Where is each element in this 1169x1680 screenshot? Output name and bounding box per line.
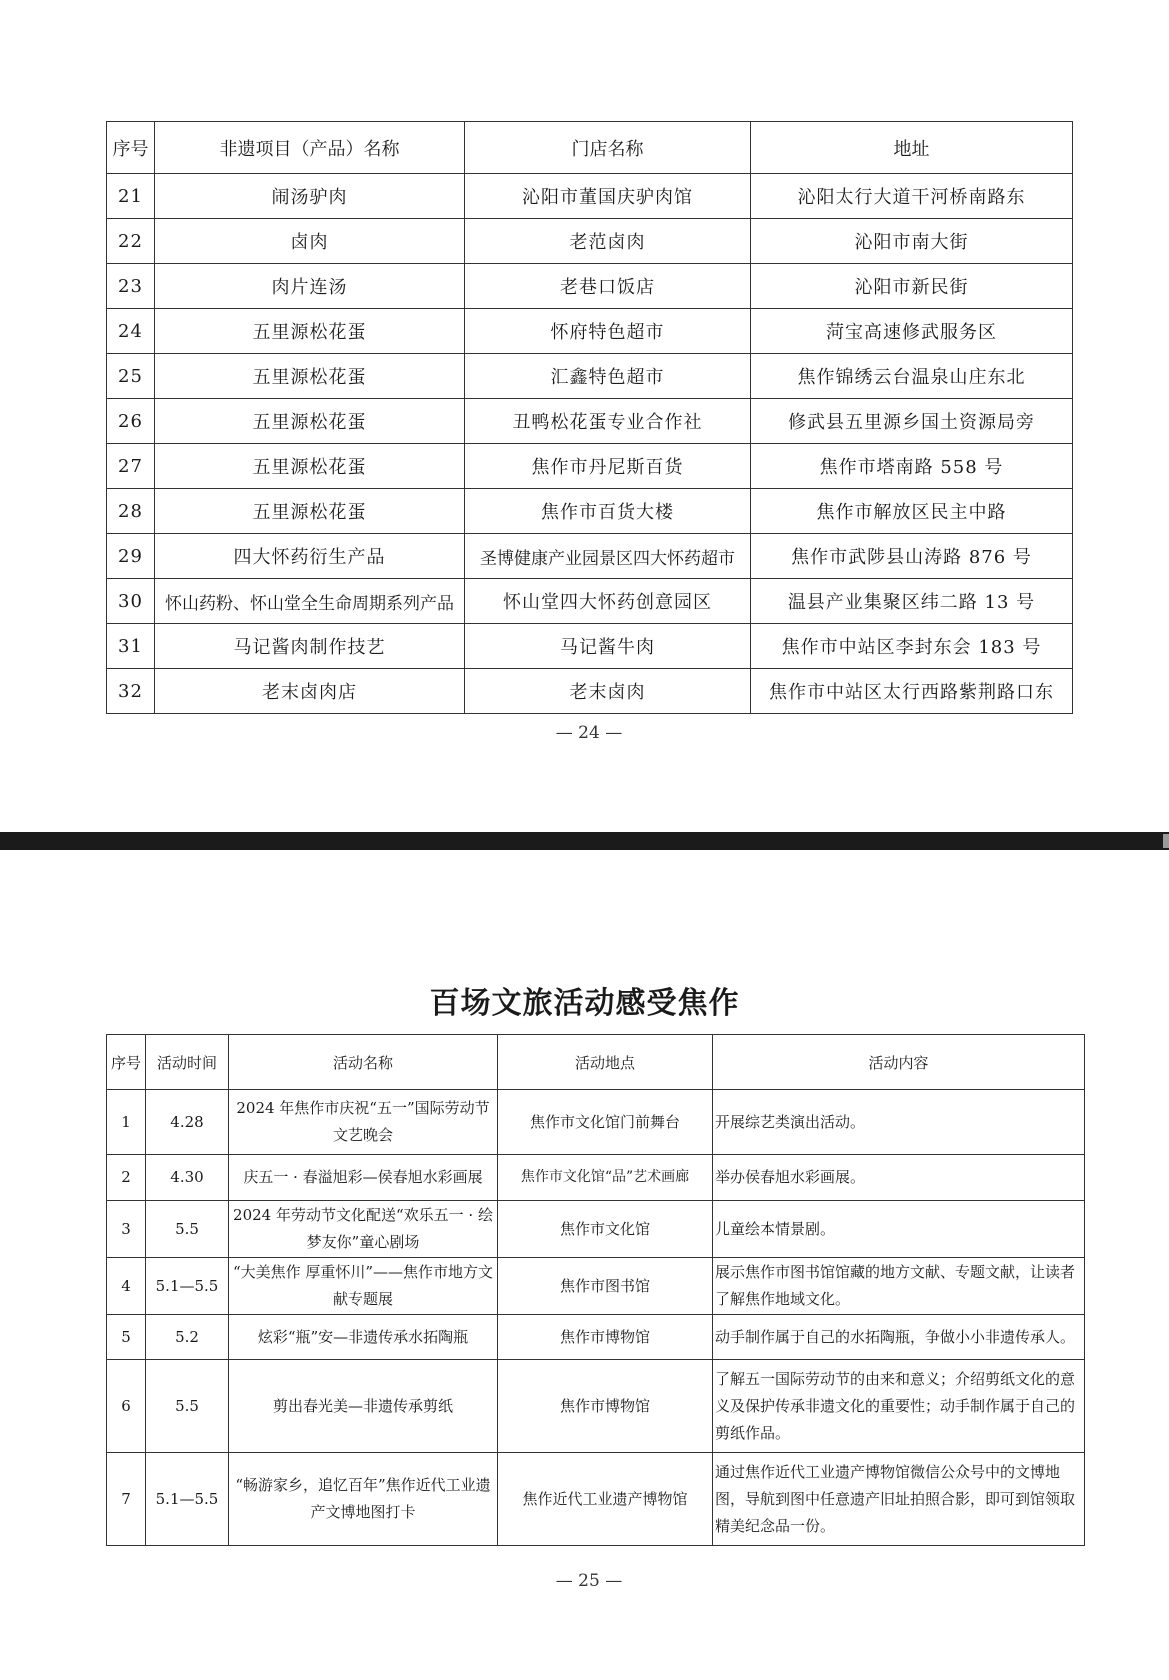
table-cell: 怀山药粉、怀山堂全生命周期系列产品: [155, 579, 465, 624]
table-row: [107, 354, 1073, 399]
table-cell: 5: [107, 1315, 146, 1360]
table-cell: 焦作市文化馆: [498, 1201, 713, 1258]
table-cell: 炫彩“瓶”安—非遗传承水拓陶瓶: [229, 1315, 498, 1360]
table-row: [107, 489, 1073, 534]
table-cell: 展示焦作市图书馆馆藏的地方文献、专题文献，让读者了解焦作地域文化。: [713, 1258, 1085, 1315]
table-cell: 32: [107, 669, 155, 714]
page-number: — 25 —: [555, 1571, 623, 1591]
table-cell: 2024 年劳动节文化配送“欢乐五一 · 绘梦友你”童心剧场: [229, 1201, 498, 1258]
table-cell: 闹汤驴肉: [155, 174, 465, 219]
table-row: [107, 624, 1073, 669]
table-cell: 老末卤肉: [465, 669, 751, 714]
table-cell: 22: [107, 219, 155, 264]
table-cell: 21: [107, 174, 155, 219]
table-cell: 五里源松花蛋: [155, 489, 465, 534]
table-cell: 焦作市塔南路 558 号: [751, 444, 1073, 489]
table-cell: 2024 年焦作市庆祝“五一”国际劳动节文艺晚会: [229, 1090, 498, 1155]
table-cell: 开展综艺类演出活动。: [713, 1090, 1085, 1155]
table-cell: 丑鸭松花蛋专业合作社: [465, 399, 751, 444]
header-cell: 序号: [107, 1035, 146, 1090]
table-cell: 2: [107, 1155, 146, 1201]
table-cell: 焦作市文化馆“品”艺术画廊: [498, 1155, 713, 1201]
page-number: — 24 —: [555, 723, 623, 743]
table-cell: 30: [107, 579, 155, 624]
table-cell: 5.2: [146, 1315, 229, 1360]
table-header-row: [107, 1035, 1085, 1090]
header-cell: 非遗项目（产品）名称: [155, 122, 465, 174]
table-cell: 5.5: [146, 1201, 229, 1258]
table-cell: 圣博健康产业园景区四大怀药超市: [465, 534, 751, 579]
table-cell: 汇鑫特色超市: [465, 354, 751, 399]
table-cell: 怀山堂四大怀药创意园区: [465, 579, 751, 624]
table-row: [107, 174, 1073, 219]
table-row: [107, 399, 1073, 444]
scrollbar-edge: [1163, 834, 1169, 848]
table-row: [107, 1155, 1085, 1201]
table-row: [107, 1360, 1085, 1453]
table-cell: “大美焦作 厚重怀川”——焦作市地方文献专题展: [229, 1258, 498, 1315]
table-cell: 26: [107, 399, 155, 444]
table-cell: 1: [107, 1090, 146, 1155]
table-cell: 焦作锦绣云台温泉山庄东北: [751, 354, 1073, 399]
table-row: [107, 534, 1073, 579]
table-cell: 23: [107, 264, 155, 309]
table-row: [107, 1201, 1085, 1258]
table-cell: 焦作市博物馆: [498, 1360, 713, 1453]
table-cell: 4.28: [146, 1090, 229, 1155]
table-cell: 28: [107, 489, 155, 534]
table-cell: 焦作市武陟县山涛路 876 号: [751, 534, 1073, 579]
table-cell: 庆五一 · 春溢旭彩—侯春旭水彩画展: [229, 1155, 498, 1201]
table-row: [107, 1315, 1085, 1360]
table-cell: 马记酱牛肉: [465, 624, 751, 669]
header-cell: 活动时间: [146, 1035, 229, 1090]
table-cell: 焦作市百货大楼: [465, 489, 751, 534]
table-cell: 6: [107, 1360, 146, 1453]
table-cell: 焦作市解放区民主中路: [751, 489, 1073, 534]
table-cell: 焦作市丹尼斯百货: [465, 444, 751, 489]
table-row: [107, 309, 1073, 354]
table-cell: 马记酱肉制作技艺: [155, 624, 465, 669]
table-cell: 5.5: [146, 1360, 229, 1453]
document-page-24: [0, 0, 1169, 832]
table-cell: 4.30: [146, 1155, 229, 1201]
table-cell: 卤肉: [155, 219, 465, 264]
table-cell: 25: [107, 354, 155, 399]
table-row: [107, 1453, 1085, 1546]
table-cell: 焦作市博物馆: [498, 1315, 713, 1360]
table-row: [107, 669, 1073, 714]
header-cell: 活动内容: [713, 1035, 1085, 1090]
table-cell: 了解五一国际劳动节的由来和意义；介绍剪纸文化的意义及保护传承非遗文化的重要性；动手制作属于自己的剪纸作品。: [713, 1360, 1085, 1453]
table-cell: 修武县五里源乡国土资源局旁: [751, 399, 1073, 444]
table-cell: 五里源松花蛋: [155, 399, 465, 444]
header-cell: 活动地点: [498, 1035, 713, 1090]
page-divider: [0, 832, 1169, 850]
table-cell: 焦作市中站区太行西路紫荆路口东: [751, 669, 1073, 714]
table-cell: 7: [107, 1453, 146, 1546]
table-cell: 焦作市中站区李封东会 183 号: [751, 624, 1073, 669]
table-cell: 27: [107, 444, 155, 489]
table-cell: 4: [107, 1258, 146, 1315]
table-cell: 儿童绘本情景剧。: [713, 1201, 1085, 1258]
table-cell: 温县产业集聚区纬二路 13 号: [751, 579, 1073, 624]
header-cell: 门店名称: [465, 122, 751, 174]
table-cell: 四大怀药衍生产品: [155, 534, 465, 579]
table-cell: 剪出春光美—非遗传承剪纸: [229, 1360, 498, 1453]
table-row: [107, 264, 1073, 309]
header-cell: 地址: [751, 122, 1073, 174]
page-title: 百场文旅活动感受焦作: [429, 986, 740, 1021]
table-cell: 5.1—5.5: [146, 1453, 229, 1546]
table-cell: 沁阳太行大道干河桥南路东: [751, 174, 1073, 219]
table-cell: 3: [107, 1201, 146, 1258]
table-cell: 肉片连汤: [155, 264, 465, 309]
table-row: [107, 1258, 1085, 1315]
table-cell: 通过焦作近代工业遗产博物馆微信公众号中的文博地图，导航到图中任意遗产旧址拍照合影，即可到馆领取精美纪念品一份。: [713, 1453, 1085, 1546]
table-cell: 老范卤肉: [465, 219, 751, 264]
table-cell: 五里源松花蛋: [155, 309, 465, 354]
table-cell: 沁阳市南大街: [751, 219, 1073, 264]
header-cell: 序号: [107, 122, 155, 174]
table-cell: 焦作市图书馆: [498, 1258, 713, 1315]
table-cell: 沁阳市新民街: [751, 264, 1073, 309]
table-cell: 沁阳市董国庆驴肉馆: [465, 174, 751, 219]
activities-table: [106, 1034, 1085, 1546]
table-row: [107, 219, 1073, 264]
table-row: [107, 444, 1073, 489]
table-row: [107, 579, 1073, 624]
table-cell: 动手制作属于自己的水拓陶瓶，争做小小非遗传承人。: [713, 1315, 1085, 1360]
table-cell: 怀府特色超市: [465, 309, 751, 354]
table-cell: 老末卤肉店: [155, 669, 465, 714]
table-cell: 24: [107, 309, 155, 354]
table-cell: 焦作市文化馆门前舞台: [498, 1090, 713, 1155]
table-cell: 五里源松花蛋: [155, 444, 465, 489]
header-cell: 活动名称: [229, 1035, 498, 1090]
table-cell: 菏宝高速修武服务区: [751, 309, 1073, 354]
table-cell: 5.1—5.5: [146, 1258, 229, 1315]
table-cell: 31: [107, 624, 155, 669]
table-cell: “畅游家乡，追忆百年”焦作近代工业遗产文博地图打卡: [229, 1453, 498, 1546]
table-cell: 29: [107, 534, 155, 579]
table-cell: 五里源松花蛋: [155, 354, 465, 399]
heritage-stores-table: [106, 121, 1073, 714]
table-cell: 举办侯春旭水彩画展。: [713, 1155, 1085, 1201]
table-cell: 老巷口饭店: [465, 264, 751, 309]
table-header-row: [107, 122, 1073, 174]
table-cell: 焦作近代工业遗产博物馆: [498, 1453, 713, 1546]
table-row: [107, 1090, 1085, 1155]
